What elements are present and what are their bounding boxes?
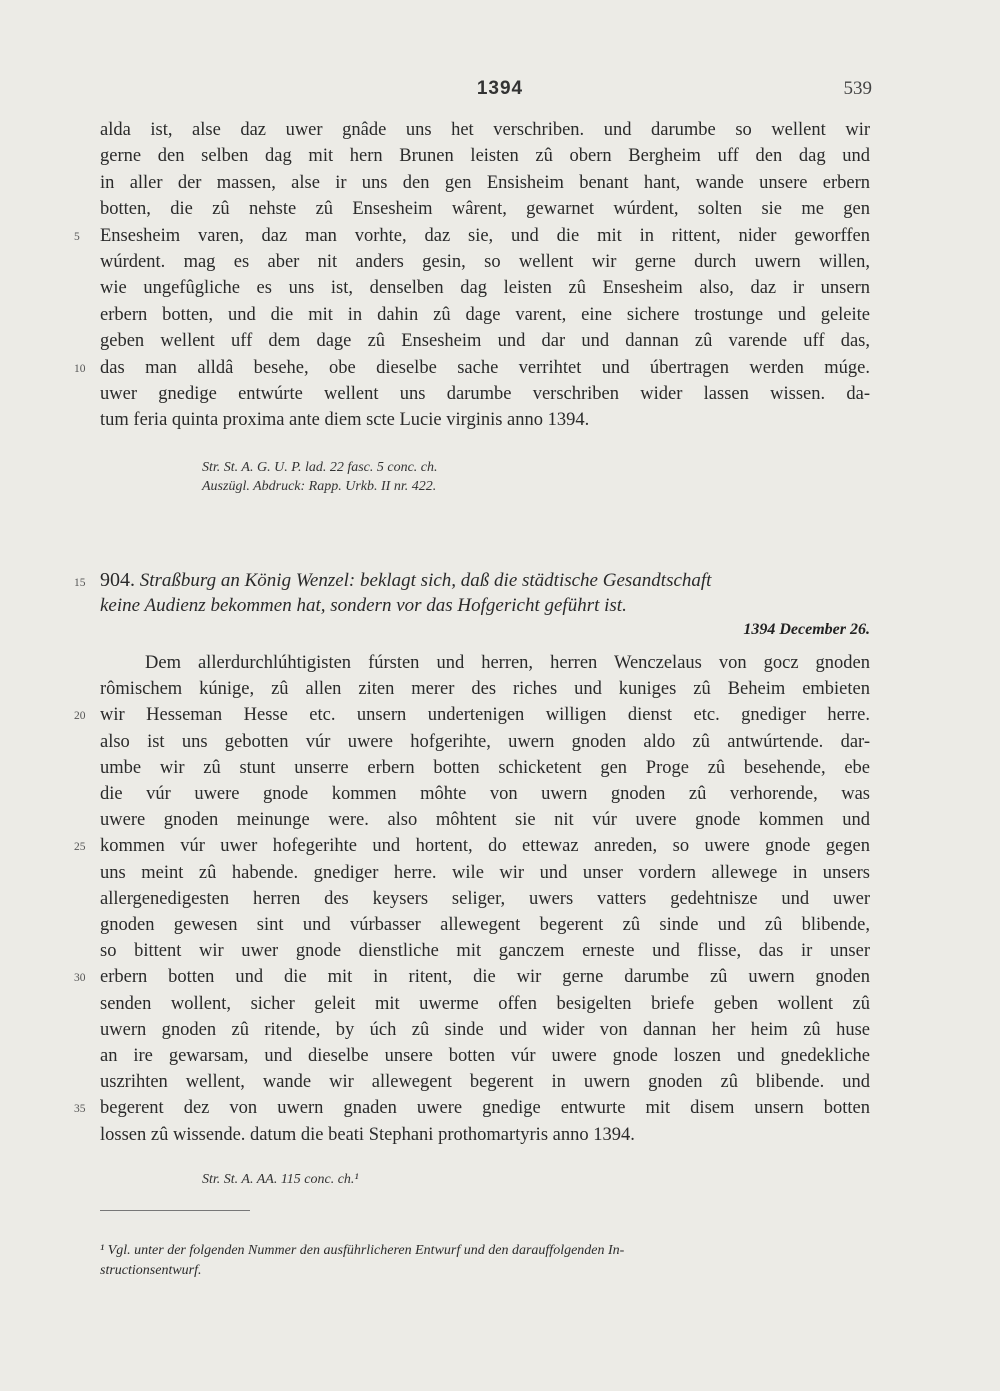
document-summary-continued: keine Audienz bekommen hat, sondern vor das Hofgericht geführt ist.	[100, 595, 627, 616]
text-line: an ire gewarsam, und dieselbe unsere botten vúr uwere gnode loszen und gnedekliche	[100, 1046, 870, 1066]
text-line: in aller der massen, alse ir uns den gen Ensisheim benant hant, wande unsere erbern	[100, 172, 870, 193]
text-line: gnoden gewesen sint und vúrbasser allewegent begerent zû sinde und zû blibende,	[100, 915, 870, 935]
text-line: geben wellent uff dem dage zû Ensesheim und dar und dannan zû varende uff das,	[100, 331, 870, 352]
text-line: uwer gnedige entwúrte wellent uns darumbe verschriben wider lassen wissen. da-	[100, 384, 870, 404]
footnote: ¹ Vgl. unter der folgenden Nummer den ausführlicheren Entwurf und den darauffolgenden In-	[100, 1243, 625, 1258]
line-number: 20	[74, 710, 86, 723]
source-citation: Str. St. A. G. U. P. lad. 22 fasc. 5 conc. ch.	[202, 460, 438, 475]
text-line: erbern botten, und die mit in dahin zû dage varent, eine sichere trostunge und geleite	[100, 304, 870, 325]
text-line: umbe wir zû stunt unserre erbern botten schicketent gen Proge zû besehende, ebe	[100, 757, 870, 778]
text-line: tum feria quinta proxima ante diem scte Lucie virginis anno 1394.	[100, 410, 590, 431]
text-line: uns meint zû habende. gnediger herre. wile wir und unser vordern allewege in unsers	[100, 862, 870, 883]
text-line: wie ungefûgliche es uns ist, denselben dag leisten zû Ensesheim also, daz ir unsern	[100, 278, 870, 299]
text-line: so bittent wir uwer gnode dienstliche mit ganczem erneste und flisse, das ir unser	[100, 941, 870, 962]
text-line: erbern botten und die mit in ritent, die wir gerne darumbe zû uwern gnoden	[100, 967, 870, 988]
line-number: 30	[74, 972, 86, 985]
text-line: uszrihten wellent, wande wir allewegent begerent in uwern gnoden zû blibende. und	[100, 1072, 870, 1093]
print-citation: Auszügl. Abdruck: Rapp. Urkb. II nr. 422.	[202, 479, 437, 494]
text-line: die vúr uwere gnode kommen môhte von uwern gnoden zû verhorende, was	[100, 784, 870, 804]
text-line: senden wollent, sicher geleit mit uwerme offen besigelten briefe geben wollent zû	[100, 993, 870, 1014]
document-number: 904.	[100, 569, 135, 591]
text-line: rômischem kúnige, zû allen ziten merer des riches und kuniges zû Beheim embieten	[100, 679, 870, 700]
line-number: 10	[74, 362, 86, 375]
text-line: botten, die zû nehste zû Ensesheim wârent, gewarnet wúrdent, solten sie me gen	[100, 199, 870, 220]
line-number: 15	[74, 577, 86, 589]
document-date: 1394 December 26.	[743, 621, 870, 638]
text-line: Dem allerdurchlúhtigisten fúrsten und herren, herren Wenczelaus von gocz gnoden	[145, 653, 870, 673]
text-line: allergenedigesten herren des keysers seliger, uwers vatters gedehtnisze und uwer	[100, 888, 870, 909]
line-number: 25	[74, 841, 86, 854]
text-line: gerne den selben dag mit hern Brunen leisten zû obern Bergheim uff den dag und	[100, 146, 870, 167]
line-number: 5	[74, 230, 80, 243]
text-line: lossen zû wissende. datum die beati Stephani prothomartyris anno 1394.	[100, 1124, 635, 1145]
text-line: Ensesheim varen, daz man vorhte, daz sie, und die mit in rittent, nider geworffen	[100, 225, 870, 246]
text-line: das man alldâ besehe, obe dieselbe sache verrihtet und úbertragen werden múge.	[100, 357, 870, 378]
document-heading	[100, 566, 870, 595]
text-line: begerent dez von uwern gnaden uwere gnedige entwurte mit disem unsern botten	[100, 1098, 870, 1119]
text-line: wúrdent. mag es aber nit anders gesin, so wellent wir gerne durch uwern willen,	[100, 252, 870, 272]
source-citation: Str. St. A. AA. 115 conc. ch.¹	[202, 1172, 359, 1187]
text-line: also ist uns gebotten vúr uwere hofgerihte, uwern gnoden aldo zû antwúrtende. dar-	[100, 731, 870, 752]
text-line: kommen vúr uwer hofegerihte und hortent, do ettewaz anreden, so uwere gnode gegen	[100, 836, 870, 857]
text-line: alda ist, alse daz uwer gnâde uns het verschriben. und darumbe so wellent wir	[100, 120, 870, 140]
footnote-rule	[100, 1210, 250, 1211]
text-line: wir Hesseman Hesse etc. unsern undertenigen willigen dienst etc. gnediger herre.	[100, 705, 870, 726]
page-number: 539	[843, 78, 872, 99]
text-line: uwere gnoden meinunge were. also môhtent sie nit vúr uvere gnode kommen und	[100, 810, 870, 831]
document-summary: Straßburg an König Wenzel: beklagt sich, daß die städtische Gesandtschaft	[139, 570, 712, 591]
footnote-continued: structionsentwurf.	[100, 1263, 202, 1278]
running-head-year: 1394	[476, 78, 524, 99]
line-number: 35	[74, 1103, 86, 1116]
text-line: uwern gnoden zû ritende, by úch zû sinde und wider von dannan her heim zû huse	[100, 1019, 870, 1040]
